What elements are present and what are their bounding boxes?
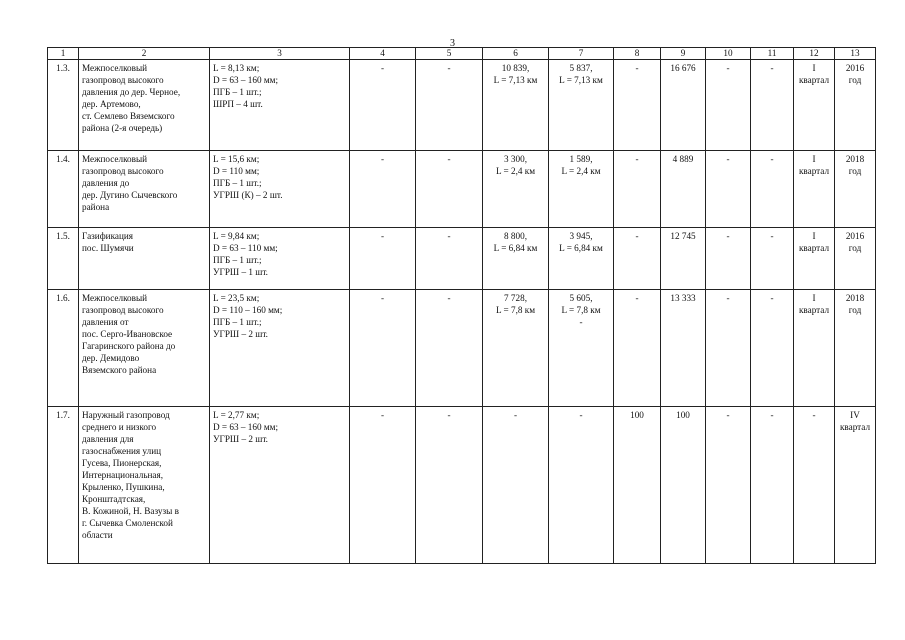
cell-col5: - [416,290,483,407]
cell-col4: - [350,407,416,564]
table-row [48,151,876,228]
cell-col6: 10 839, L = 7,13 км [483,60,549,151]
column-header: 8 [614,48,661,60]
row-number: 1.7. [48,407,79,564]
cell-col11: - [751,228,794,290]
cell-col8: - [614,151,661,228]
cell-col4: - [350,290,416,407]
cell-col10: - [706,290,751,407]
column-header: 5 [416,48,483,60]
column-number-row [48,48,876,60]
cell-col9: 4 889 [661,151,706,228]
cell-col4: - [350,60,416,151]
object-params: L = 2,77 км; D = 63 – 160 мм; УГРШ – 2 шт. [210,407,350,564]
cell-col6: 8 800, L = 6,84 км [483,228,549,290]
cell-col6: 7 728, L = 7,8 км [483,290,549,407]
cell-col7: 1 589, L = 2,4 км [549,151,614,228]
page-number: 3 [450,38,455,49]
column-header: 1 [48,48,79,60]
cell-col10: - [706,60,751,151]
cell-col12: I квартал [794,151,835,228]
row-number: 1.3. [48,60,79,151]
cell-col8: 100 [614,407,661,564]
column-header: 10 [706,48,751,60]
object-name: Газификация пос. Шумячи [79,228,210,290]
cell-col7: 5 837, L = 7,13 км [549,60,614,151]
cell-col12: - [794,407,835,564]
object-params: L = 9,84 км; D = 63 – 110 мм; ПГБ – 1 шт.; УГРШ – 1 шт. [210,228,350,290]
table-row [48,228,876,290]
row-number: 1.4. [48,151,79,228]
cell-col10: - [706,228,751,290]
cell-col9: 13 333 [661,290,706,407]
cell-col7: 3 945, L = 6,84 км [549,228,614,290]
cell-col13: IV квартал [835,407,876,564]
table-row [48,60,876,151]
object-params: L = 15,6 км; D = 110 мм; ПГБ – 1 шт.; УГРШ (К) – 2 шт. [210,151,350,228]
column-header: 3 [210,48,350,60]
cell-col8: - [614,60,661,151]
object-name: Межпоселковый газопровод высокого давления от пос. Серго-Ивановское Гагаринского района до дер. Демидово Вяземского района [79,290,210,407]
cell-col11: - [751,151,794,228]
cell-col13: 2018 год [835,290,876,407]
column-header: 11 [751,48,794,60]
column-header: 2 [79,48,210,60]
cell-col12: I квартал [794,60,835,151]
cell-col10: - [706,407,751,564]
cell-col9: 16 676 [661,60,706,151]
cell-col9: 100 [661,407,706,564]
cell-col5: - [416,60,483,151]
cell-col12: I квартал [794,290,835,407]
cell-col4: - [350,228,416,290]
object-name: Межпоселковый газопровод высокого давления до дер. Черное, дер. Артемово, ст. Семлево Вяземского района (2-я очередь) [79,60,210,151]
table-row [48,290,876,407]
cell-col10: - [706,151,751,228]
column-header: 6 [483,48,549,60]
cell-col7: 5 605, L = 7,8 км - [549,290,614,407]
column-header: 12 [794,48,835,60]
table-row [48,407,876,564]
cell-col6: - [483,407,549,564]
cell-col4: - [350,151,416,228]
gas-pipeline-table [47,47,876,564]
column-header: 13 [835,48,876,60]
row-number: 1.5. [48,228,79,290]
cell-col5: - [416,228,483,290]
cell-col7: - [549,407,614,564]
cell-col8: - [614,228,661,290]
column-header: 7 [549,48,614,60]
cell-col11: - [751,60,794,151]
cell-col8: - [614,290,661,407]
cell-col5: - [416,151,483,228]
object-name: Межпоселковый газопровод высокого давления до дер. Дугино Сычевского района [79,151,210,228]
cell-col6: 3 300, L = 2,4 км [483,151,549,228]
cell-col11: - [751,290,794,407]
cell-col9: 12 745 [661,228,706,290]
object-name: Наружный газопровод среднего и низкого давления для газоснабжения улиц Гусева, Пионерская, Интернациональная, Крыленко, Пушкина, Кронштадтская, В. Кожиной, Н. Вазузы в г. Сычевка Смоленской области [79,407,210,564]
object-params: L = 23,5 км; D = 110 – 160 мм; ПГБ – 1 шт.; УГРШ – 2 шт. [210,290,350,407]
object-params: L = 8,13 км; D = 63 – 160 мм; ПГБ – 1 шт.; ШРП – 4 шт. [210,60,350,151]
column-header: 9 [661,48,706,60]
cell-col12: I квартал [794,228,835,290]
cell-col13: 2016 год [835,60,876,151]
cell-col5: - [416,407,483,564]
cell-col13: 2018 год [835,151,876,228]
cell-col13: 2016 год [835,228,876,290]
cell-col11: - [751,407,794,564]
column-header: 4 [350,48,416,60]
row-number: 1.6. [48,290,79,407]
